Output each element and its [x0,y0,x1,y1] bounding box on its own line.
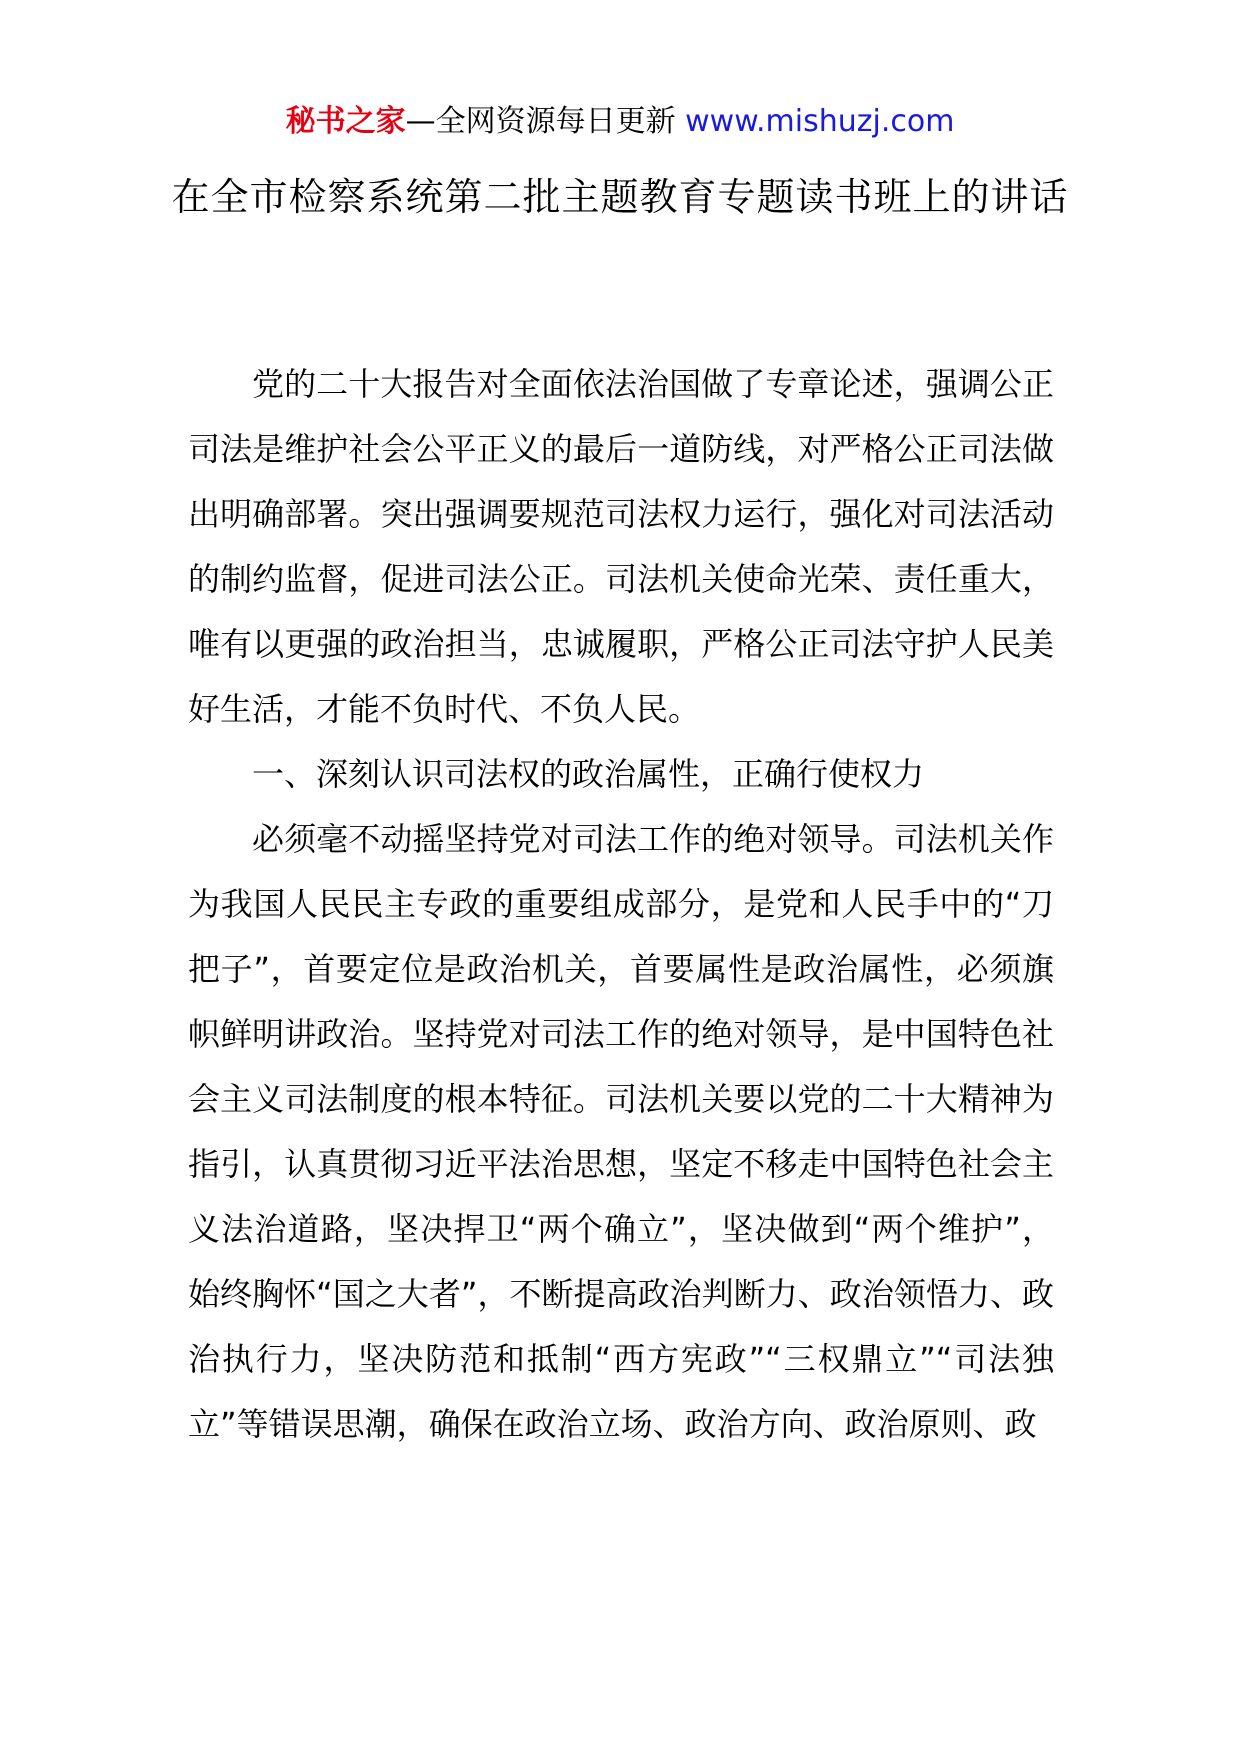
body-paragraph: 必须毫不动摇坚持党对司法工作的绝对领导。司法机关作为我国人民民主专政的重要组成部分，是党和人民手中的“刀把子”，首要定位是政治机关，首要属性是政治属性，必须旗帜鲜明讲政治。坚持党对司法工作的绝对领导，是中国特色社会主义司法制度的根本特征。司法机关要以党的二十大精神为指引，认真贯彻习近平法治思想，坚定不移走中国特色社会主义法治道路，坚决捍卫“两个确立”，坚决做到“两个维护”，始终胸怀“国之大者”，不断提高政治判断力、政治领悟力、政治执行力，坚决防范和抵制“西方宪政”“三权鼎立”“司法独立”等错误思潮，确保在政治立场、政治方向、政治原则、政 [188,820,1054,1443]
intro-paragraph: 党的二十大报告对全面依法治国做了专章论述，强调公正司法是维护社会公平正义的最后一道防线，对严格公正司法做出明确部署。突出强调要规范司法权力运行，强化对司法活动的制约监督，促进司法公正。司法机关使命光荣、责任重大，唯有以更强的政治担当，忠诚履职，严格公正司法守护人民美好生活，才能不负时代、不负人民。 [188,365,1054,728]
document-title: 在全市检察系统第二批主题教育专题读书班上的讲话 [171,175,1069,219]
brand-tagline: —全网资源每日更新 [405,104,686,139]
brand-name: 秘书之家 [285,104,406,139]
site-banner [0,100,1240,144]
site-url-link[interactable]: www.mishuzj.com [685,104,955,139]
document-body [188,352,1054,1457]
section-heading: 一、深刻认识司法权的政治属性，正确行使权力 [252,755,925,793]
